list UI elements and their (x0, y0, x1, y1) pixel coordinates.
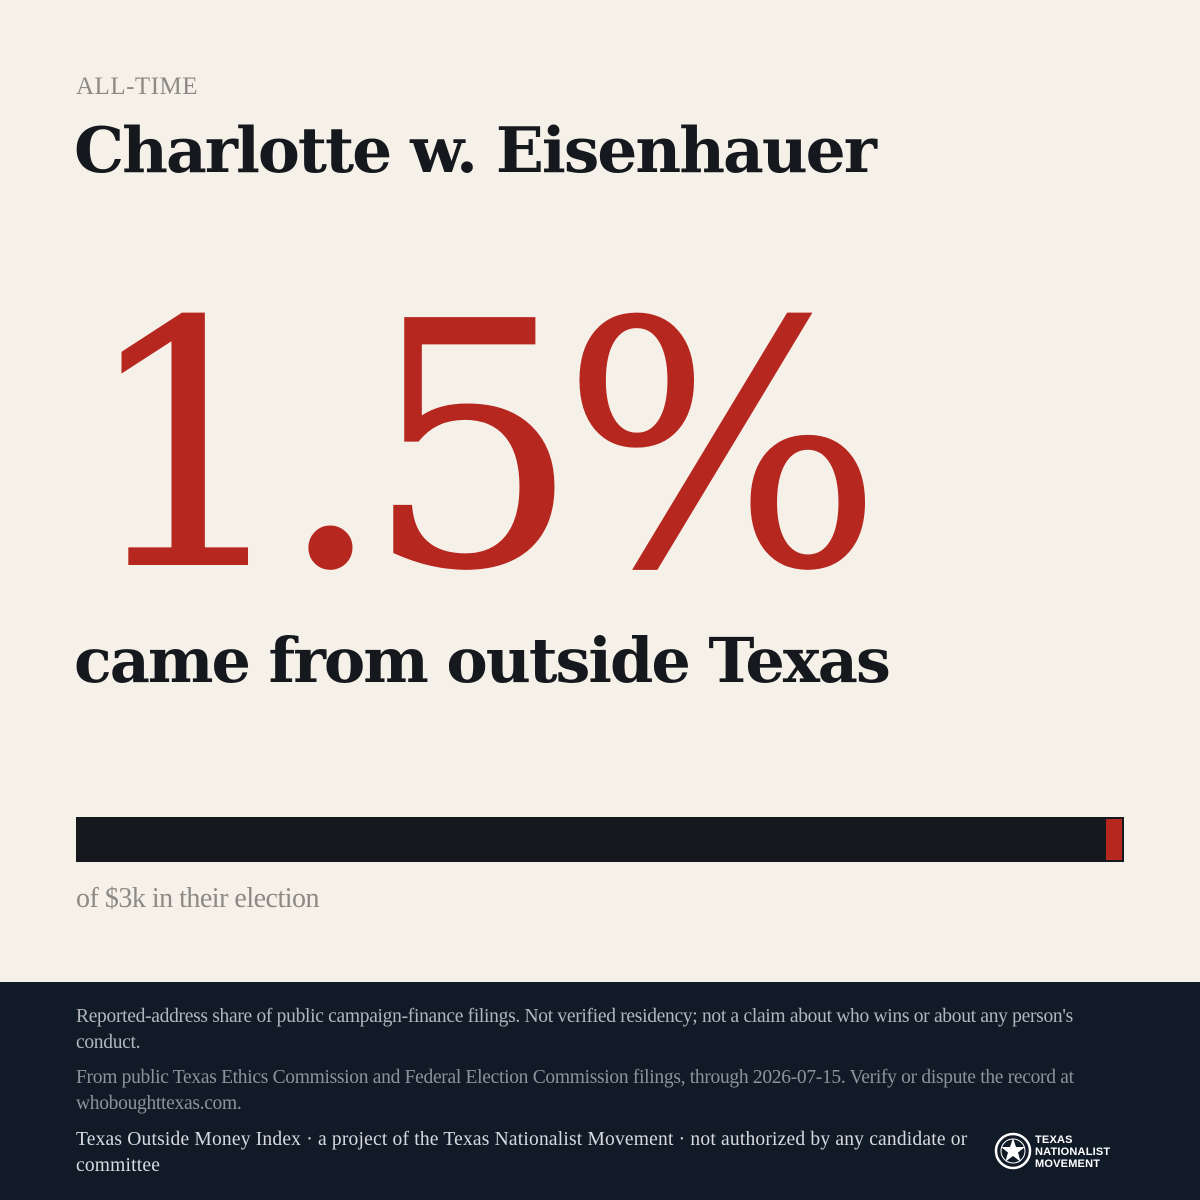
share-bar-fill (1106, 819, 1122, 860)
logo-line-3: MOVEMENT (1035, 1158, 1101, 1170)
star-seal-icon (994, 1132, 1032, 1170)
period-label: ALL-TIME (76, 73, 199, 100)
outside-percent: 1.5% (80, 250, 864, 646)
tnm-logo (994, 1132, 1124, 1172)
logo-line-1: TEXAS (1035, 1134, 1073, 1146)
footer (0, 982, 1200, 1200)
percent-description: came from outside Texas (74, 624, 889, 697)
total-raised-label: of $3k in their election (76, 883, 320, 914)
candidate-name: Charlotte w. Eisenhauer (74, 113, 875, 187)
disclaimer-text: Reported-address share of public campaign-finance filings. Not verified residency; not a claim about who wins or about any person's conduct. (76, 1006, 1073, 1053)
share-bar (76, 817, 1124, 862)
tnm-logo-text (1035, 1134, 1110, 1170)
attribution-text: Texas Outside Money Index · a project of the Texas Nationalist Movement · not authorized by any candidate or committee (76, 1129, 968, 1176)
logo-line-2: NATIONALIST (1035, 1146, 1111, 1158)
source-text: From public Texas Ethics Commission and Federal Election Commission filings, through 2026-07-15. Verify or dispute the record at whoboughttexas.com. (76, 1067, 1074, 1114)
